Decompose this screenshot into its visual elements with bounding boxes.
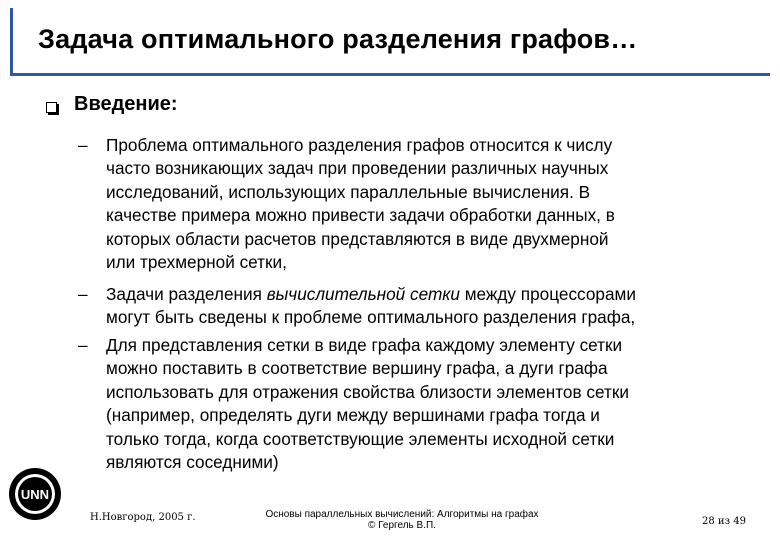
list-item — [78, 134, 738, 274]
university-logo-icon — [7, 466, 63, 522]
footer-course-info — [262, 509, 542, 531]
item-line: Для представления сетки в виде графа каждому элементу сетки — [106, 335, 623, 355]
item-line: или трехмерной сетки, — [106, 252, 287, 273]
item-line: только тогда, когда соответствующие элементы исходной сетки — [106, 428, 615, 449]
item-text: между процессорами — [459, 284, 636, 304]
dash-bullet: – — [78, 284, 88, 304]
footer-course-title: Основы параллельных вычислений: Алгоритмы на графах — [265, 509, 539, 520]
item-line: использовать для отражения свойства близости элементов сетки — [106, 381, 629, 402]
item-line: (например, определять дуги между вершинами графа тогда и — [106, 405, 600, 426]
logo-text: UNN — [20, 487, 50, 502]
emphasis-text: вычислительной сетки — [266, 284, 460, 304]
page-number: 28 из 49 — [702, 516, 746, 527]
item-text: Задачи разделения — [106, 284, 267, 304]
item-line: исследований, использующих параллельные вычисления. В — [106, 181, 591, 202]
section-heading: Введение: — [74, 93, 178, 115]
item-line: качестве примера можно привести задачи обработки данных, в — [106, 205, 615, 226]
item-line — [78, 283, 738, 306]
footer-location-date: Н.Новгород, 2005 г. — [90, 512, 196, 523]
dash-bullet: – — [78, 335, 88, 355]
item-line: могут быть сведены к проблеме оптимального разделения графа, — [106, 307, 636, 328]
footer-author: © Гергель В.П. — [368, 520, 436, 531]
item-line: можно поставить в соответствие вершину графа, а дуги графа — [106, 358, 608, 379]
item-line: Проблема оптимального разделения графов относится к числу — [106, 135, 613, 155]
slide-title: Задача оптимального разделения графов… — [38, 24, 638, 54]
list-item — [78, 334, 738, 474]
dash-bullet: – — [78, 135, 88, 155]
item-line: часто возникающих задач при проведении различных научных — [106, 158, 609, 179]
item-line: являются соседними) — [106, 452, 279, 473]
square-bullet-icon — [46, 102, 57, 113]
list-item — [78, 283, 738, 330]
item-line: которых области расчетов представляются в виде двухмерной — [106, 228, 609, 249]
